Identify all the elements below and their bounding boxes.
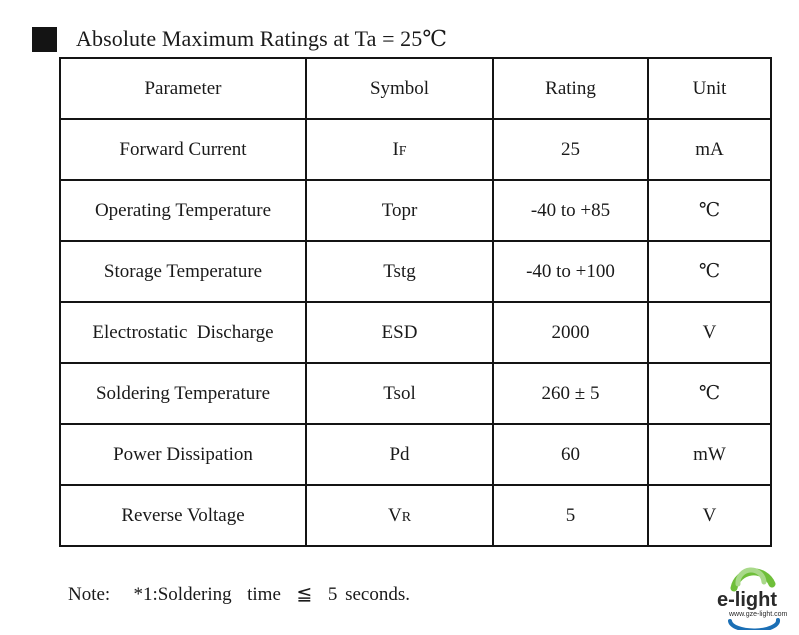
cell-unit: ℃ <box>648 241 771 302</box>
logo-url-text: www.gze-light.com <box>729 611 788 618</box>
cell-rating: 60 <box>493 424 648 485</box>
symbol-subscript: R <box>401 509 412 525</box>
table-row <box>60 302 771 363</box>
table-row <box>60 241 771 302</box>
section-heading <box>32 24 447 54</box>
e-light-logo <box>712 566 796 630</box>
cell-parameter: Storage Temperature <box>60 241 306 302</box>
symbol-main: Pd <box>389 443 410 465</box>
cell-parameter: Soldering Temperature <box>60 363 306 424</box>
cell-parameter: Operating Temperature <box>60 180 306 241</box>
cell-unit: V <box>648 485 771 546</box>
symbol-main: Tsol <box>383 382 416 404</box>
ratings-table <box>59 57 772 547</box>
header-symbol: Symbol <box>306 58 493 119</box>
note-text: Note: *1:Soldering time ≦ 5 seconds. <box>68 584 410 605</box>
cell-symbol <box>306 180 493 241</box>
cell-symbol <box>306 363 493 424</box>
cell-rating: 2000 <box>493 302 648 363</box>
table-header-row <box>60 58 771 119</box>
cell-symbol <box>306 302 493 363</box>
cell-unit: ℃ <box>648 180 771 241</box>
heading-bullet-square <box>32 27 57 52</box>
cell-parameter: Power Dissipation <box>60 424 306 485</box>
table-row <box>60 424 771 485</box>
table-row <box>60 119 771 180</box>
cell-symbol <box>306 241 493 302</box>
cell-parameter: Electrostatic Discharge <box>60 302 306 363</box>
cell-rating: 5 <box>493 485 648 546</box>
cell-symbol <box>306 424 493 485</box>
cell-unit: V <box>648 302 771 363</box>
symbol-main: Topr <box>381 199 418 221</box>
cell-unit: mW <box>648 424 771 485</box>
header-rating: Rating <box>493 58 648 119</box>
cell-unit: mA <box>648 119 771 180</box>
cell-symbol <box>306 485 493 546</box>
symbol-main: ESD <box>381 321 418 343</box>
cell-symbol <box>306 119 493 180</box>
cell-parameter: Forward Current <box>60 119 306 180</box>
table-row <box>60 180 771 241</box>
symbol-main: V <box>387 504 402 526</box>
cell-rating: 260 ± 5 <box>493 363 648 424</box>
symbol-subscript: F <box>398 143 407 159</box>
logo-graphic <box>712 566 796 630</box>
symbol-main: I <box>392 138 399 160</box>
cell-rating: 25 <box>493 119 648 180</box>
cell-parameter: Reverse Voltage <box>60 485 306 546</box>
header-parameter: Parameter <box>60 58 306 119</box>
section-title: Absolute Maximum Ratings at Ta = 25℃ <box>76 26 448 51</box>
cell-rating: -40 to +85 <box>493 180 648 241</box>
logo-brand-text: e-light <box>717 589 777 611</box>
cell-unit: ℃ <box>648 363 771 424</box>
cell-rating: -40 to +100 <box>493 241 648 302</box>
table-row <box>60 485 771 546</box>
table-row <box>60 363 771 424</box>
symbol-main: Tstg <box>383 260 416 282</box>
header-unit: Unit <box>648 58 771 119</box>
